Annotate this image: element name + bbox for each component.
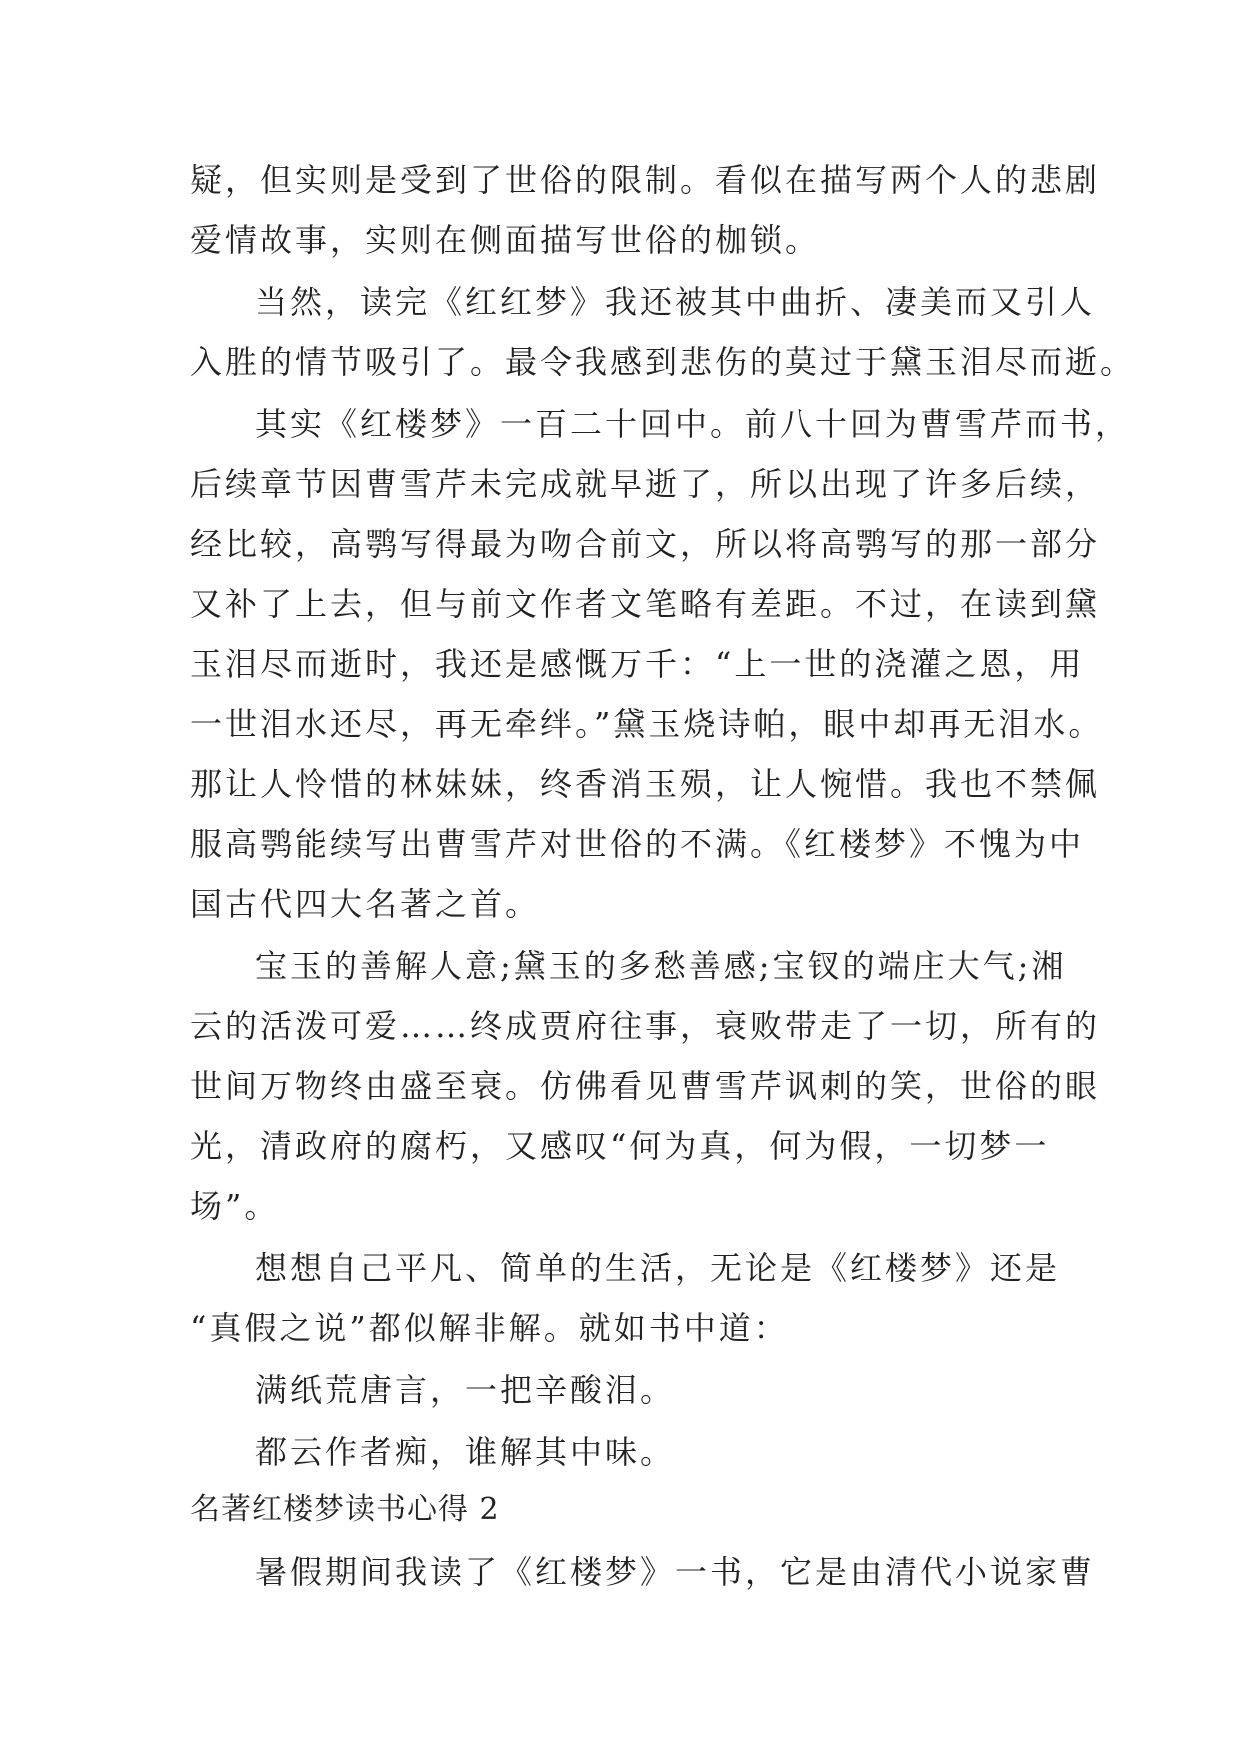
text-line: 一世泪水还尽，再无牵绊。”黛玉烧诗帕，眼中却再无泪水。 <box>190 705 1104 743</box>
text-line: 经比较，高鹗写得最为吻合前文，所以将高鹗写的那一部分 <box>190 525 1101 563</box>
text-line: 宝玉的善解人意;黛玉的多愁善感;宝钗的端庄大气;湘 <box>255 947 1067 985</box>
poem-line: 都云作者痴，谁解其中味。 <box>255 1433 676 1471</box>
text-line: 世间万物终由盛至衰。仿佛看见曹雪芹讽刺的笑，世俗的眼 <box>190 1067 1101 1105</box>
poem-line: 满纸荒唐言，一把辛酸泪。 <box>255 1371 676 1409</box>
text-line: 又补了上去，但与前文作者文笔略有差距。不过，在读到黛 <box>190 585 1101 623</box>
text-line: 当然，读完《红红梦》我还被其中曲折、凄美而又引人 <box>255 283 1096 321</box>
text-line: 爱情故事，实则在侧面描写世俗的枷锁。 <box>190 221 821 259</box>
text-line: 云的活泼可爱……终成贾府往事，衰败带走了一切，所有的 <box>190 1007 1101 1045</box>
text-line: 那让人怜惜的林妹妹，终香消玉殒，让人惋惜。我也不禁佩 <box>190 765 1101 803</box>
text-line: 国古代四大名著之首。 <box>190 885 541 923</box>
text-line: 玉泪尽而逝时，我还是感慨万千：“上一世的浇灌之恩，用 <box>190 645 1085 683</box>
text-line: 暑假期间我读了《红楼梦》一书，它是由清代小说家曹 <box>255 1553 1096 1591</box>
section-heading: 名著红楼梦读书心得 2 <box>190 1492 500 1527</box>
text-line: 其实《红楼梦》一百二十回中。前八十回为曹雪芹而书， <box>255 405 1131 443</box>
text-line: 入胜的情节吸引了。最令我感到悲伤的莫过于黛玉泪尽而逝。 <box>190 343 1136 381</box>
text-line: 想想自己平凡、简单的生活，无论是《红楼梦》还是 <box>255 1249 1061 1287</box>
text-line: “真假之说”都似解非解。就如书中道： <box>190 1309 789 1347</box>
text-line: 后续章节因曹雪芹未完成就早逝了，所以出现了许多后续， <box>190 465 1101 503</box>
text-line: 光，清政府的腐朽，又感叹“何为真，何为假，一切梦一 <box>190 1127 1050 1165</box>
text-line: 疑，但实则是受到了世俗的限制。看似在描写两个人的悲剧 <box>190 161 1101 199</box>
text-line: 场”。 <box>190 1187 280 1225</box>
text-line: 服高鹗能续写出曹雪芹对世俗的不满。《红楼梦》不愧为中 <box>190 825 1085 863</box>
